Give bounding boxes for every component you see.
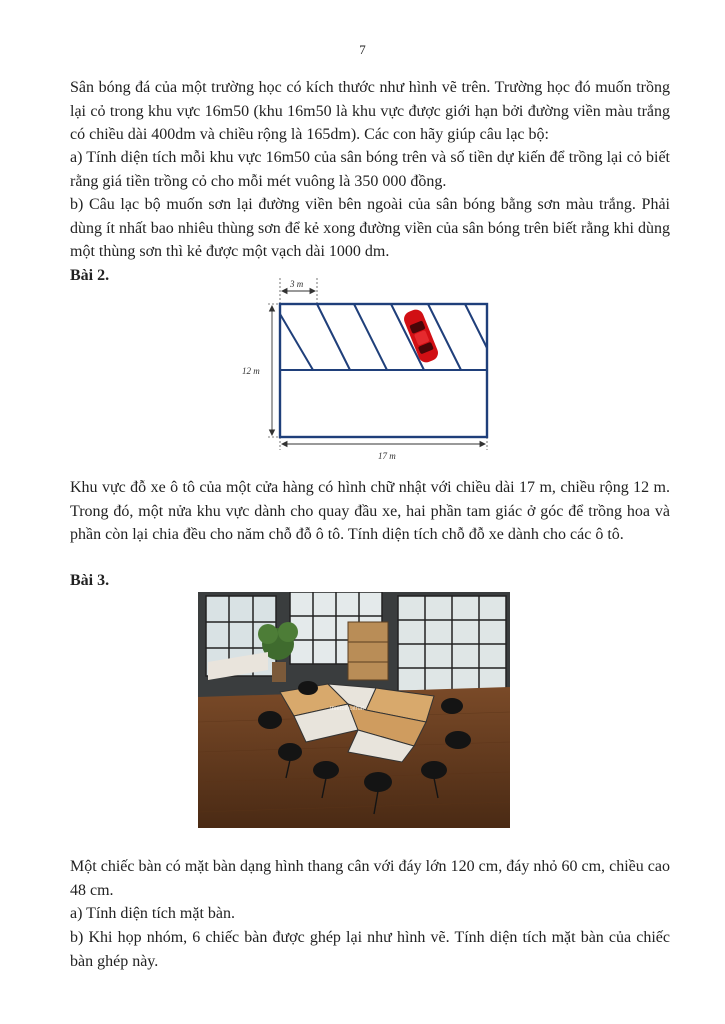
problem1-part-b: b) Câu lạc bộ muốn sơn lại đường viền bên ngoài của sân bóng bằng sơn màu trắng. Phải dùng ít nhất bao nhiêu thùng sơn để kẻ xong đường viền của sân bóng trên biết rằng khi dùng một thùng sơn thì kẻ được một vạch dài 1000 dm. — [70, 196, 670, 260]
label-3m: 3 m — [290, 279, 304, 289]
shelf — [348, 622, 388, 680]
classroom-table-photo — [198, 592, 510, 828]
problem1-intro: Sân bóng đá của một trường học có kích thước như hình vẽ trên. Trường học đó muốn trồng lại cỏ trong khu vực 16m50 (khu 16m50 là khu vực được giới hạn bởi đường viền màu trắng có chiều dài 400dm và chiều rộng là 165dm). Các con hãy giúp câu lạc bộ: — [70, 79, 670, 143]
problem1-part-a: a) Tính diện tích mỗi khu vực 16m50 của sân bóng trên và số tiền dự kiến để trồng lại cỏ biết rằng giá tiền trồng cỏ cho mỗi mét vuông là 350 000 đồng. — [70, 149, 670, 190]
problem3-heading: Bài 3. — [70, 572, 110, 589]
label-12m: 12 m — [242, 366, 260, 376]
parking-lot-diagram — [238, 274, 500, 464]
problem2-heading: Bài 2. — [70, 267, 110, 284]
label-17m: 17 m — [378, 451, 396, 461]
problem3-part-a: a) Tính diện tích mặt bàn. — [70, 905, 235, 922]
problem3-text: Một chiếc bàn có mặt bàn dạng hình thang cân với đáy lớn 120 cm, đáy nhỏ 60 cm, chiều cao 48 cm. — [70, 858, 670, 899]
page-number: 7 — [359, 42, 366, 57]
photo-watermark: thietbinoithat — [330, 706, 365, 712]
problem2-text: Khu vực đỗ xe ô tô của một cửa hàng có hình chữ nhật với chiều dài 17 m, chiều rộng 12 m. Trong đó, một nửa khu vực dành cho quay đầu xe, hai phần tam giác ở góc để trồng hoa và phần còn lại chia đều cho năm chỗ đỗ ô tô. Tính diện tích chỗ đỗ xe dành cho các ô tô. — [70, 479, 670, 543]
problem3-part-b: b) Khi họp nhóm, 6 chiếc bàn được ghép lại như hình vẽ. Tính diện tích mặt bàn của chiếc bàn ghép này. — [70, 929, 670, 970]
